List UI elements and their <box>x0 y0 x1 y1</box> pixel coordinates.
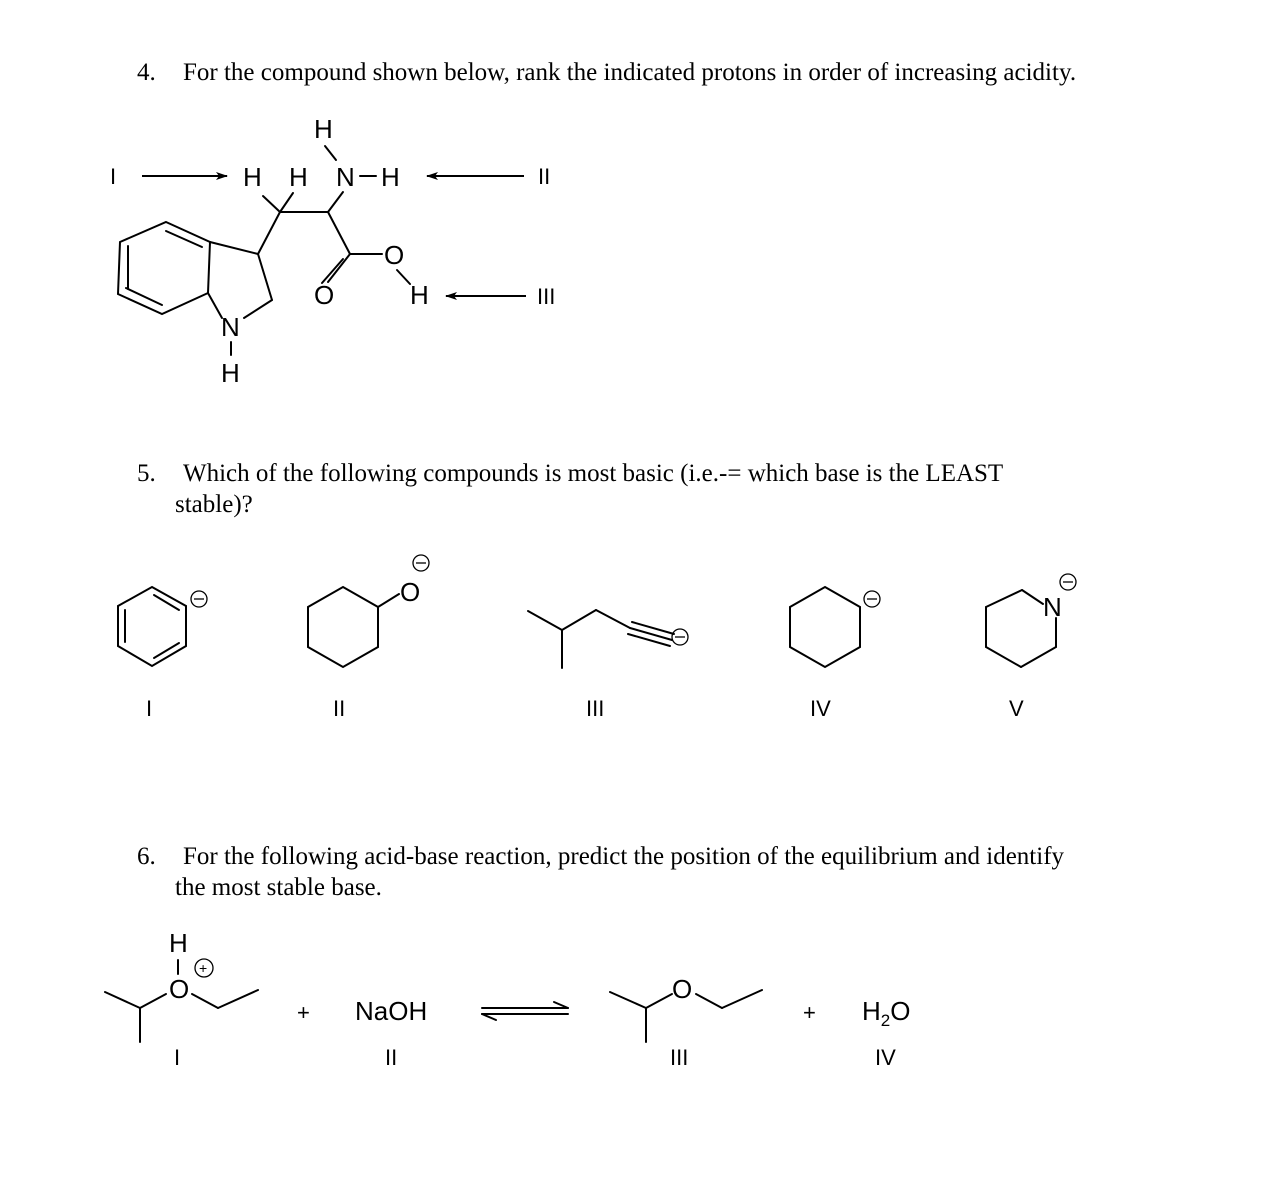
q6-p1-o: O <box>672 974 693 1004</box>
q6-label-3: III <box>670 1045 689 1070</box>
question-6-text-line1: For the following acid-base reaction, predict the position of the equilibrium and identify <box>183 843 1065 870</box>
q5-v-n: N <box>1043 592 1062 622</box>
question-6-number: 6. <box>137 843 156 870</box>
q4-label-3: III <box>537 284 556 309</box>
q4-acid-h: H <box>410 280 429 310</box>
question-5-text-line2: stable)? <box>175 491 253 518</box>
q4-label-1: I <box>110 164 117 189</box>
q4-ring-n: N <box>221 312 240 342</box>
q6-label-4: IV <box>875 1045 896 1070</box>
q6-product-2 <box>862 996 910 1070</box>
question-5-text-line1: Which of the following compounds is most basic (i.e.-= which base is the LEAST <box>183 460 1004 487</box>
q4-side-chain <box>258 212 280 254</box>
question-6-text-line2: the most stable base. <box>175 874 382 901</box>
equilibrium-arrows <box>482 1002 568 1020</box>
q4-n: N <box>336 162 355 192</box>
q6-label-2: II <box>385 1045 398 1070</box>
q5-ii-o: O <box>400 577 421 607</box>
q5-label-1: I <box>146 696 153 721</box>
q6-r1-h: H <box>169 928 188 958</box>
q6-product-1 <box>610 974 762 1070</box>
q4-top-h: H <box>314 114 333 144</box>
q5-label-3: III <box>586 696 605 721</box>
q6-label-1: I <box>174 1045 181 1070</box>
q5-compound-2 <box>308 555 429 721</box>
q4-ring-bond <box>210 242 258 254</box>
q6-reactant-2 <box>355 996 427 1070</box>
q4-benzene-ring <box>118 222 210 314</box>
question-5-number: 5. <box>137 460 156 487</box>
question-4-number: 4. <box>137 59 156 86</box>
q4-o-carbonyl: O <box>314 280 335 310</box>
q5-compound-5 <box>986 574 1076 721</box>
q4-o-ether: O <box>384 240 405 270</box>
q4-h1: H <box>243 162 262 192</box>
q6-r1-charge: + <box>199 960 208 976</box>
q5-compound-3 <box>528 610 688 721</box>
q4-label-2: II <box>538 164 551 189</box>
q4-nh: H <box>381 162 400 192</box>
q6-naoh: NaOH <box>355 996 428 1026</box>
q5-label-2: II <box>333 696 346 721</box>
q5-compound-4 <box>790 587 880 721</box>
q4-ring-h: H <box>221 358 240 388</box>
q6-reactant-1 <box>105 928 258 1070</box>
q5-compound-1 <box>0 0 207 721</box>
q5-label-5: V <box>1009 696 1024 721</box>
q6-water: $H_2O$ <box>862 996 911 1030</box>
q5-label-4: IV <box>810 696 831 721</box>
q6-r1-o: O <box>169 974 190 1004</box>
question-4-text: For the compound shown below, rank the indicated protons in order of increasing acidity. <box>183 59 1077 86</box>
q6-plus-2: + <box>803 1000 816 1025</box>
q6-plus-1: + <box>297 1000 310 1025</box>
q4-h2: H <box>289 162 308 192</box>
q4-structure <box>110 114 555 388</box>
